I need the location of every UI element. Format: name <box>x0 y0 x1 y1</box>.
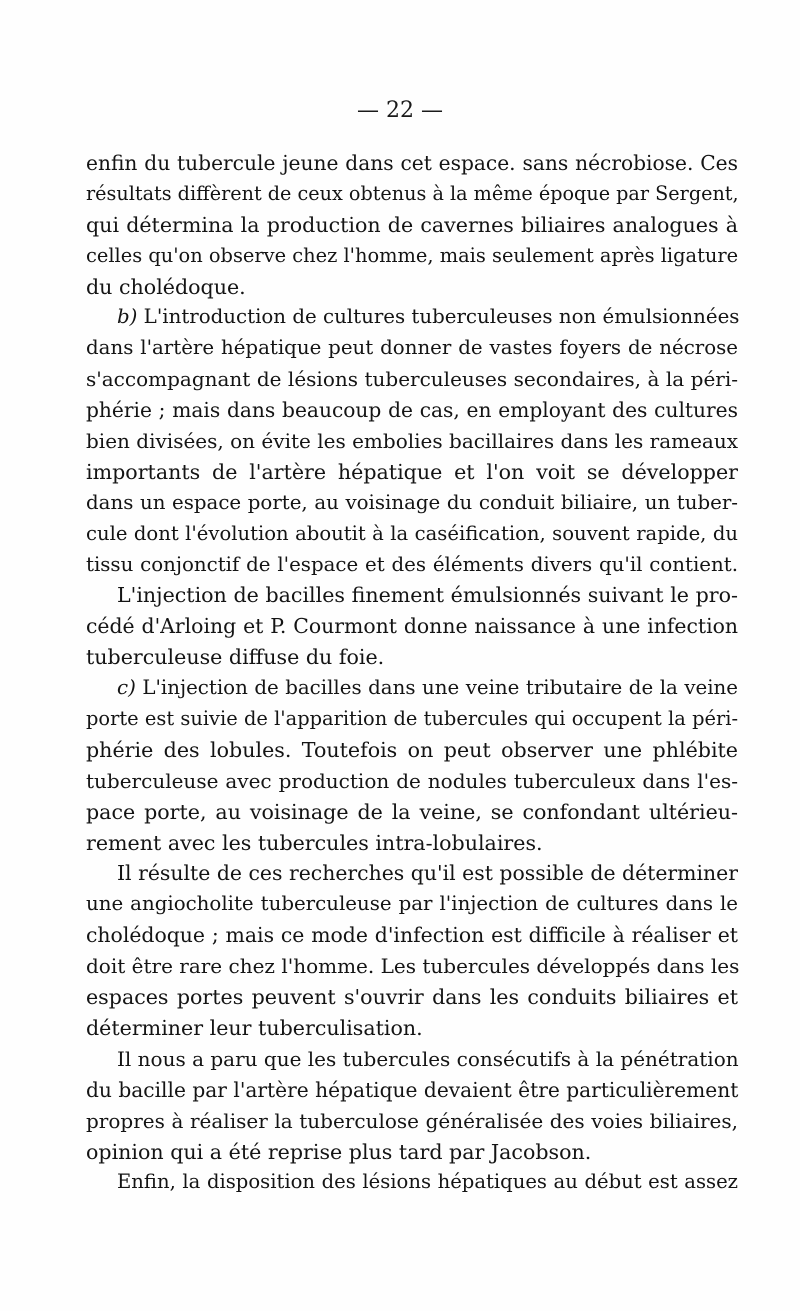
text-line <box>86 611 738 642</box>
line-text: Il résulte de ces recherches qu'il est possible de déterminer <box>117 861 738 886</box>
text-line <box>86 272 738 303</box>
line-text: une angiocholite tuberculeuse par l'injection de cultures dans le <box>86 892 738 916</box>
line-text: cholédoque ; mais ce mode d'infection est difficile à réaliser et <box>86 923 738 948</box>
line-text: importants de l'artère hépatique et l'on voit se développer <box>86 459 738 484</box>
line-text: tuberculeuse avec production de nodules tuberculeux dans l'es- <box>86 768 738 793</box>
line-text: porte est suivie de l'apparition de tubercules qui occupent la péri- <box>86 707 738 731</box>
line-text: Il nous a paru que les tubercules consécutifs à la pénétration <box>117 1046 739 1071</box>
page-number: — 22 — <box>357 98 443 123</box>
text-line <box>86 889 738 920</box>
text-line <box>86 1013 738 1044</box>
line-text: phérie des lobules. Toutefois on peut observer une phlébite <box>86 737 738 762</box>
text-line <box>86 210 738 241</box>
text-line <box>86 519 738 550</box>
list-marker: b) <box>117 305 138 329</box>
text-line <box>86 179 738 210</box>
line-text: L'injection de bacilles finement émulsionnés suivant le pro- <box>117 583 738 608</box>
line-text: Enfin, la disposition des lésions hépatiques au début est assez <box>117 1170 738 1194</box>
line-text: L'introduction de cultures tuberculeuses non émulsionnées <box>137 305 740 329</box>
text-line <box>86 1167 738 1198</box>
text-line <box>86 148 738 179</box>
line-text: dans un espace porte, au voisinage du conduit biliaire, un tuber- <box>86 490 738 514</box>
text-line <box>86 395 738 426</box>
text-line <box>86 488 738 519</box>
line-text: doit être rare chez l'homme. Les tubercules développés dans les <box>86 954 740 979</box>
text-line <box>86 1106 738 1137</box>
line-text: celles qu'on observe chez l'homme, mais seulement après ligature <box>86 243 739 267</box>
text-line <box>86 580 738 611</box>
line-text: espaces portes peuvent s'ouvrir dans les conduits biliaires et <box>86 985 738 1010</box>
line-text: phérie ; mais dans beaucoup de cas, en employant des cultures <box>86 398 738 423</box>
line-text: du cholédoque. <box>86 274 246 299</box>
line-text: L'injection de bacilles dans une veine tributaire de la veine <box>135 676 738 700</box>
text-line <box>86 1137 738 1168</box>
text-line <box>86 858 738 889</box>
text-line <box>86 241 738 272</box>
text-line <box>86 426 738 457</box>
text-line <box>86 797 738 828</box>
text-line <box>86 457 738 488</box>
text-line <box>86 333 738 364</box>
line-text: qui détermina la production de cavernes biliaires analogues à <box>86 212 738 237</box>
line-text: déterminer leur tuberculisation. <box>86 1015 423 1040</box>
line-text: bien divisées, on évite les embolies bacillaires dans les rameaux <box>86 429 738 454</box>
text-line <box>86 302 738 333</box>
list-marker: c) <box>117 676 136 700</box>
line-text: résultats diffèrent de ceux obtenus à la même époque par Sergent, <box>86 181 739 205</box>
line-text: tissu conjonctif de l'espace et des éléments divers qu'il contient. <box>86 552 738 576</box>
line-text: dans l'artère hépatique peut donner de vastes foyers de nécrose <box>86 336 738 360</box>
line-text: propres à réaliser la tuberculose généralisée des voies biliaires, <box>86 1108 738 1133</box>
text-line <box>86 920 738 951</box>
text-line <box>86 1044 738 1075</box>
text-line <box>86 364 738 395</box>
line-text: s'accompagnant de lésions tuberculeuses secondaires, à la péri- <box>86 367 738 392</box>
line-text: cédé d'Arloing et P. Courmont donne naissance à une infection <box>86 614 738 639</box>
text-line <box>86 766 738 797</box>
text-line <box>86 1075 738 1106</box>
text-line <box>86 982 738 1013</box>
text-line <box>86 951 738 982</box>
text-line <box>86 642 738 673</box>
line-text: enfin du tubercule jeune dans cet espace. sans nécrobiose. Ces <box>86 151 738 175</box>
line-text: opinion qui a été reprise plus tard par Jacobson. <box>86 1139 592 1164</box>
body-text <box>86 148 738 1198</box>
line-text: pace porte, au voisinage de la veine, se confondant ultérieu- <box>86 799 738 824</box>
line-text: rement avec les tubercules intra-lobulaires. <box>86 830 543 855</box>
text-line <box>86 735 738 766</box>
line-text: cule dont l'évolution aboutit à la caséification, souvent rapide, du <box>86 521 738 545</box>
line-text: du bacille par l'artère hépatique devaient être particulièrement <box>86 1077 739 1102</box>
text-line <box>86 673 738 704</box>
text-line <box>86 704 738 735</box>
text-line <box>86 828 738 859</box>
line-text: tuberculeuse diffuse du foie. <box>86 645 385 670</box>
text-line <box>86 550 738 581</box>
